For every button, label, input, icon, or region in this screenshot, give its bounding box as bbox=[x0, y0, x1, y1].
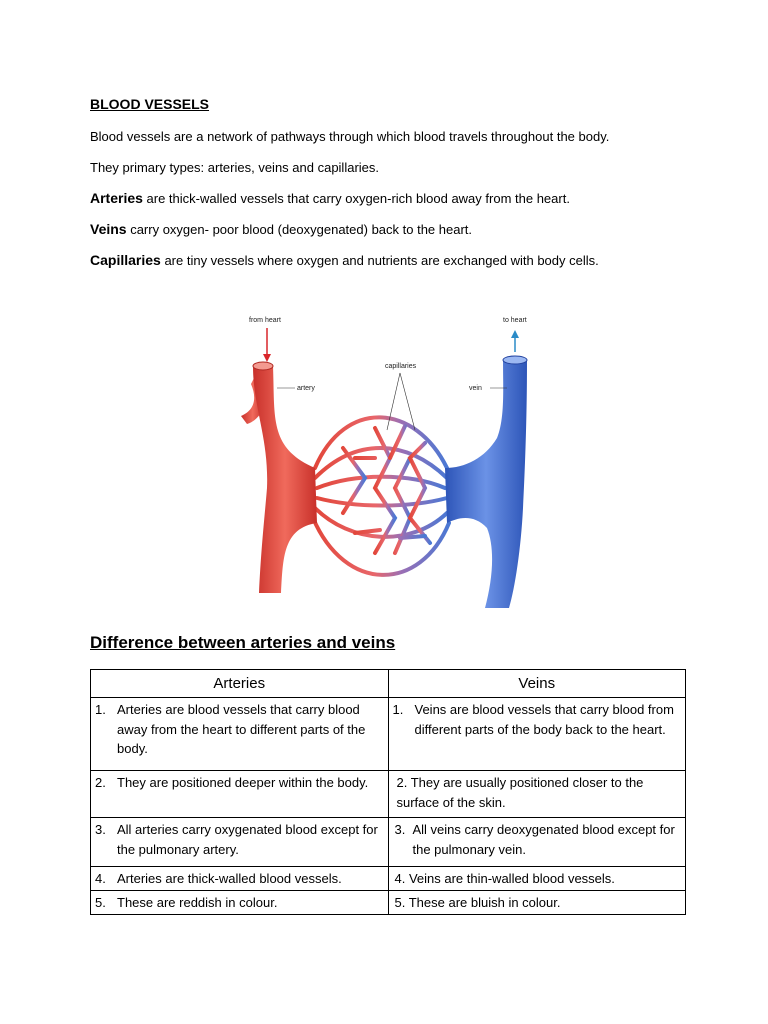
capillaries-definition-text: are tiny vessels where oxygen and nutrients are exchanged with body cells. bbox=[160, 253, 599, 268]
item-text: They are positioned deeper within the body. bbox=[117, 775, 369, 790]
capillaries-label: capillaries bbox=[385, 363, 417, 370]
item-number: 1. bbox=[95, 702, 106, 717]
item-number: 5. bbox=[95, 895, 106, 910]
blood-vessel-illustration bbox=[225, 308, 540, 618]
arteries-cell bbox=[91, 891, 389, 915]
artery-label: artery bbox=[297, 385, 315, 392]
from-heart-arrow-icon bbox=[263, 328, 271, 362]
table-row bbox=[91, 698, 686, 771]
blood-vessel-diagram bbox=[225, 308, 540, 618]
vein-label: vein bbox=[469, 385, 482, 392]
veins-column-header: Veins bbox=[388, 670, 686, 698]
item-number: 1. bbox=[392, 702, 404, 717]
veins-term: Veins bbox=[90, 221, 127, 237]
arteries-term: Arteries bbox=[90, 190, 143, 206]
arteries-definition-text: are thick-walled vessels that carry oxygen-rich blood away from the heart. bbox=[142, 191, 570, 206]
types-paragraph: They primary types: arteries, veins and capillaries. bbox=[90, 160, 380, 175]
from-heart-label: from heart bbox=[249, 317, 281, 324]
table-header-row bbox=[91, 670, 686, 698]
veins-cell bbox=[388, 698, 686, 771]
intro-paragraph: Blood vessels are a network of pathways through which blood travels throughout the body. bbox=[90, 129, 610, 144]
artery-vessel bbox=[241, 362, 317, 593]
item-text: These are reddish in colour. bbox=[117, 895, 278, 910]
item-number: 3. bbox=[394, 822, 406, 837]
comparison-table bbox=[90, 669, 686, 915]
veins-cell bbox=[388, 867, 686, 891]
item-text: Arteries are blood vessels that carry blood away from the heart to different parts of the body. bbox=[117, 702, 366, 756]
item-number: 2. bbox=[95, 775, 106, 790]
table-row bbox=[91, 771, 686, 818]
arteries-cell bbox=[91, 771, 389, 818]
section-heading: Difference between arteries and veins bbox=[90, 633, 396, 652]
veins-definition-text: carry oxygen- poor blood (deoxygenated) back to the heart. bbox=[126, 222, 473, 237]
item-number: 4. bbox=[95, 871, 106, 886]
item-text: Veins are blood vessels that carry blood from different parts of the body back to the heart. bbox=[414, 702, 674, 737]
item-text: All veins carry deoxygenated blood except for the pulmonary vein. bbox=[412, 822, 675, 857]
item-text: Arteries are thick-walled blood vessels. bbox=[117, 871, 342, 886]
item-text: All arteries carry oxygenated blood except for the pulmonary artery. bbox=[117, 822, 378, 857]
arteries-cell bbox=[91, 698, 389, 771]
capillaries-term: Capillaries bbox=[90, 252, 161, 268]
arteries-column-header: Arteries bbox=[91, 670, 389, 698]
veins-cell bbox=[388, 891, 686, 915]
veins-cell bbox=[388, 771, 686, 818]
capillaries-definition bbox=[90, 251, 599, 270]
table-row bbox=[91, 867, 686, 891]
arteries-definition bbox=[90, 189, 570, 208]
table-row bbox=[91, 818, 686, 867]
vein-vessel bbox=[445, 356, 527, 608]
veins-cell bbox=[388, 818, 686, 867]
to-heart-arrow-icon bbox=[511, 330, 519, 352]
to-heart-label: to heart bbox=[503, 317, 527, 324]
arteries-cell bbox=[91, 818, 389, 867]
item-text: 5. These are bluish in colour. bbox=[394, 895, 561, 910]
item-text: 2. They are usually positioned closer to the surface of the skin. bbox=[396, 775, 644, 810]
item-text: 4. Veins are thin-walled blood vessels. bbox=[394, 871, 615, 886]
item-number: 3. bbox=[95, 822, 106, 837]
veins-definition bbox=[90, 220, 472, 239]
page-title: BLOOD VESSELS bbox=[90, 96, 210, 112]
table-row bbox=[91, 891, 686, 915]
capillary-network bbox=[313, 417, 449, 575]
arteries-cell bbox=[91, 867, 389, 891]
